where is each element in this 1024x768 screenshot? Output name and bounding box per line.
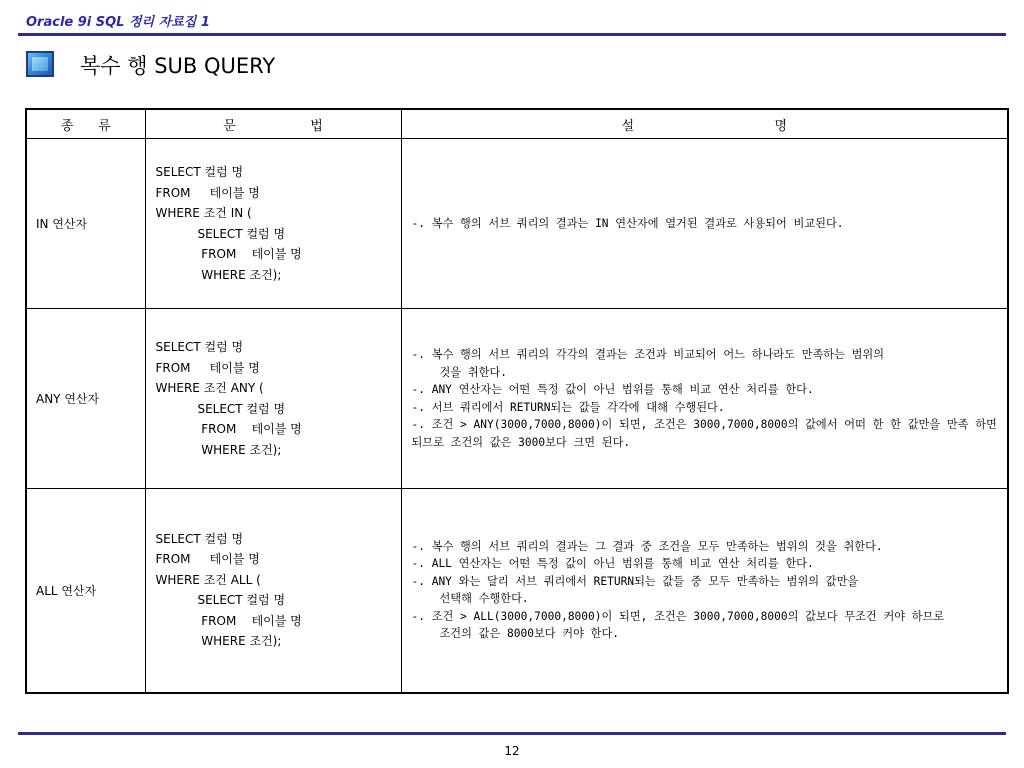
description-line: -. ANY 연산자는 어떤 특정 값이 아닌 범위를 통해 비교 연산 처리를 한다. bbox=[411, 383, 814, 396]
syntax-line: WHERE 조건 IN ( bbox=[155, 206, 252, 220]
section-title: 복수 행 SUB QUERY bbox=[80, 54, 276, 78]
document-header-title: Oracle 9i SQL 정리 자료집 1 bbox=[26, 15, 210, 30]
section-bullet-icon bbox=[26, 51, 54, 77]
description-line: -. ANY 와는 달리 서브 쿼리에서 RETURN되는 값들 중 모두 만족하는 범위의 값만을 bbox=[411, 574, 859, 588]
syntax-line: SELECT 컬럼 명 bbox=[155, 531, 244, 546]
syntax-line: FROM 테이블 명 bbox=[155, 552, 260, 567]
page-number: 12 bbox=[504, 744, 520, 758]
header-syntax: 문 법 bbox=[145, 109, 401, 139]
top-divider bbox=[18, 33, 1006, 36]
syntax-line: WHERE 조건); bbox=[155, 442, 282, 457]
table-row bbox=[26, 489, 1008, 693]
description-line: -. 조건 > ALL(3000,7000,8000)이 되면, 조건은 3000,7000,8000의 값보다 무조건 커야 하므로 bbox=[411, 609, 945, 623]
header-description: 설 명 bbox=[401, 109, 1008, 139]
syntax-line: FROM 테이블 명 bbox=[155, 247, 302, 261]
table-row bbox=[26, 139, 1008, 309]
description-line: -. 서브 쿼리에서 RETURN되는 값들 각각에 대해 수행된다. bbox=[411, 400, 725, 414]
row-description bbox=[401, 489, 1008, 693]
syntax-line: FROM 테이블 명 bbox=[155, 185, 260, 200]
syntax-line: SELECT 컬럼 명 bbox=[155, 340, 244, 354]
syntax-line: SELECT 컬럼 명 bbox=[155, 401, 286, 416]
bottom-divider bbox=[18, 732, 1006, 735]
description-line: -. ALL 연산자는 어떤 특정 값이 아닌 범위를 통해 비교 연산 처리를 한다. bbox=[411, 557, 814, 571]
row-type: IN 연산자 bbox=[26, 139, 145, 309]
row-syntax bbox=[145, 309, 401, 489]
syntax-line: WHERE 조건 ANY ( bbox=[155, 381, 264, 395]
description-line: -. 조건 > ANY(3000,7000,8000)이 되면, 조건은 3000,7000,8000의 값에서 어떠 한 한 값만을 만족 하면 되므로 조건의 값은 3000보다 크면 된다. bbox=[411, 418, 997, 449]
row-type: ANY 연산자 bbox=[26, 309, 145, 489]
description-line: 조건의 값은 8000보다 커야 한다. bbox=[439, 627, 619, 641]
row-description bbox=[401, 309, 1008, 489]
row-syntax bbox=[145, 489, 401, 693]
description-line: -. 복수 행의 서브 쿼리의 결과는 그 결과 중 조건을 모두 만족하는 범위의 것을 취한다. bbox=[411, 539, 883, 553]
row-description bbox=[401, 139, 1008, 309]
syntax-table bbox=[25, 108, 1009, 694]
syntax-line: SELECT 컬럼 명 bbox=[155, 226, 286, 241]
description-line: 선택해 수행한다. bbox=[439, 592, 529, 606]
syntax-line: SELECT 컬럼 명 bbox=[155, 165, 244, 179]
description-line: -. 복수 행의 서브 쿼리의 결과는 IN 연산자에 열거된 결과로 사용되어 비교된다. bbox=[411, 216, 844, 230]
table-row bbox=[26, 309, 1008, 489]
header-type: 종 류 bbox=[26, 109, 145, 139]
table-header-row bbox=[26, 109, 1008, 139]
description-line: -. 복수 행의 서브 쿼리의 각각의 결과는 조건과 비교되어 어느 하나라도 만족하는 범위의 bbox=[411, 348, 885, 361]
syntax-line: FROM 테이블 명 bbox=[155, 360, 260, 375]
description-line: 것을 취한다. bbox=[439, 365, 508, 379]
row-syntax bbox=[145, 139, 401, 309]
syntax-line: FROM 테이블 명 bbox=[155, 613, 302, 628]
syntax-line: FROM 테이블 명 bbox=[155, 422, 302, 436]
syntax-line: WHERE 조건); bbox=[155, 267, 282, 282]
syntax-line: WHERE 조건); bbox=[155, 634, 282, 649]
row-type: ALL 연산자 bbox=[26, 489, 145, 693]
syntax-line: SELECT 컬럼 명 bbox=[155, 593, 286, 608]
syntax-line: WHERE 조건 ALL ( bbox=[155, 572, 261, 587]
